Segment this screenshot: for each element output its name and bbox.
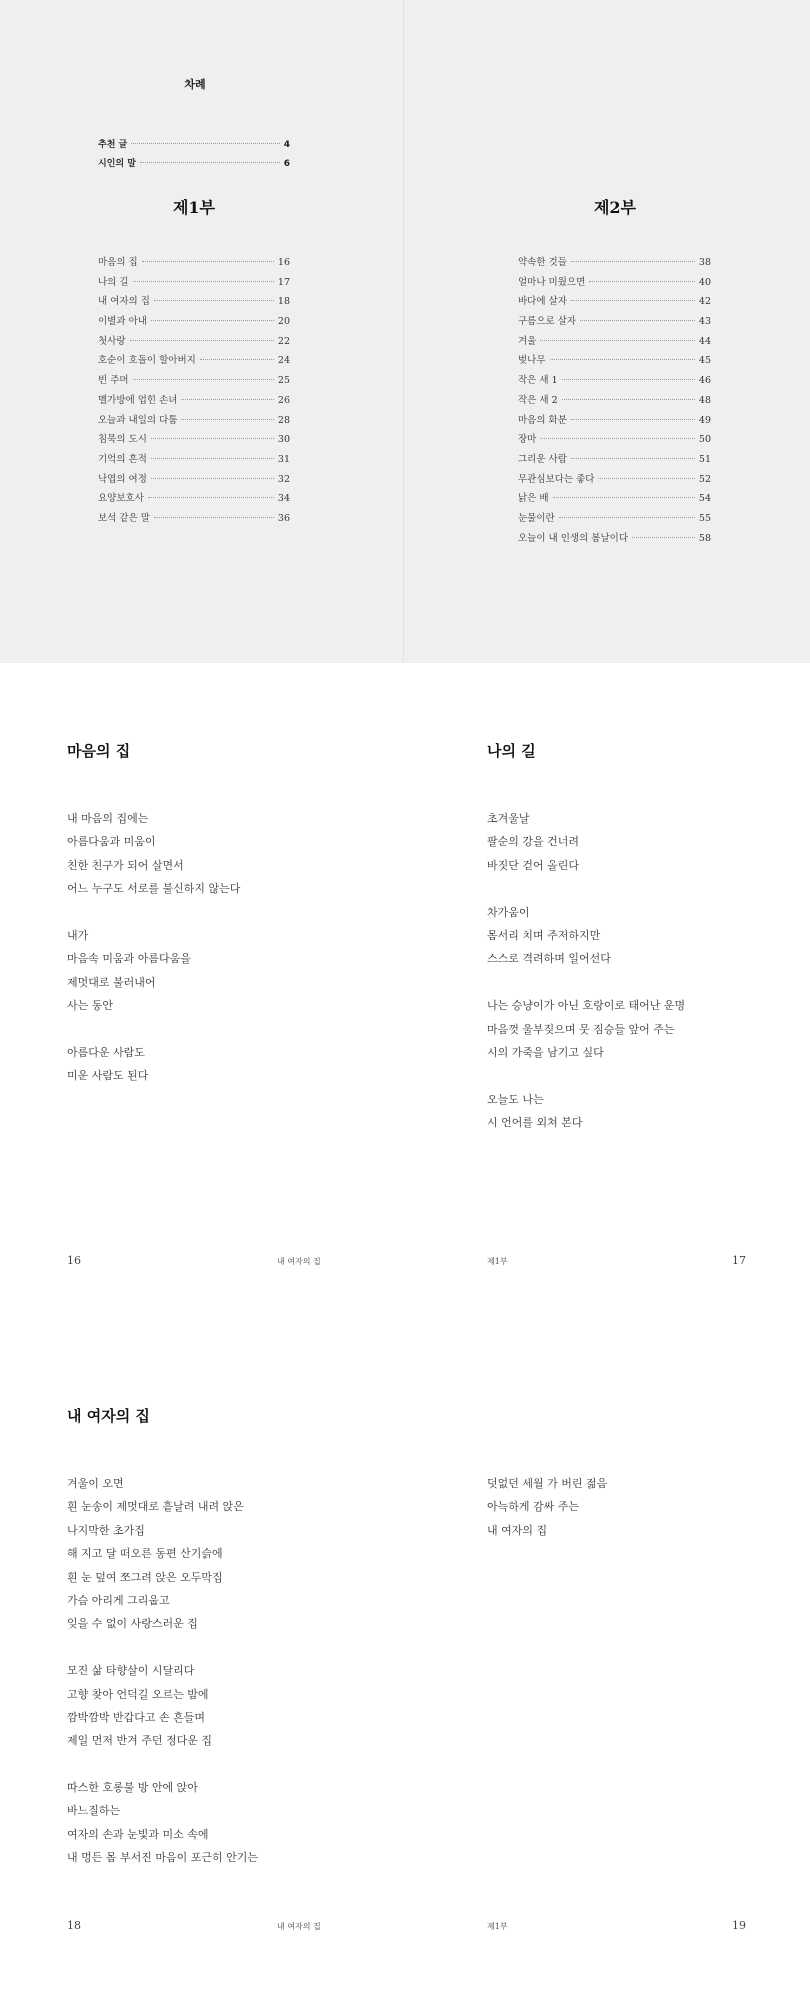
toc-entry[interactable] (98, 412, 290, 432)
dot-leader (550, 359, 695, 360)
toc-entry-title: 첫사랑 (98, 335, 126, 347)
toc-entry[interactable]: 추천 글 4 (98, 140, 290, 150)
dot-leader (540, 340, 695, 341)
dot-leader (559, 517, 695, 518)
running-head: 제1부 (487, 1257, 508, 1266)
stanza-break (487, 1067, 685, 1090)
dot-leader (540, 438, 695, 439)
part2-toc-list (518, 254, 711, 549)
toc-entry-page: 54 (698, 493, 711, 505)
toc-entry-title: 오늘이 내 인생의 봄날이다 (518, 532, 629, 544)
dot-leader (632, 537, 695, 538)
dot-leader (154, 517, 274, 518)
dot-leader (131, 143, 280, 144)
stanza-break (67, 1021, 240, 1044)
toc-entry[interactable] (518, 254, 711, 274)
toc-entry-page: 18 (277, 296, 290, 308)
toc-entry-page: 44 (698, 335, 711, 347)
toc-entry[interactable] (518, 333, 711, 353)
toc-entry[interactable] (98, 431, 290, 451)
dot-leader (571, 419, 695, 420)
toc-entry-title: 요양보호사 (98, 493, 144, 505)
toc-entry[interactable] (98, 510, 290, 530)
toc-entry-page: 32 (277, 473, 290, 485)
toc-entry[interactable] (98, 451, 290, 471)
poem-line: 마음속 미움과 아름다움을 (67, 952, 191, 966)
toc-entry-page: 46 (698, 375, 711, 387)
toc-entry[interactable] (98, 490, 290, 510)
poem-line: 잊을 수 없이 사랑스러운 집 (67, 1617, 198, 1631)
toc-entry-page: 45 (698, 355, 711, 367)
dot-leader (181, 419, 273, 420)
toc-entry-page: 30 (277, 434, 290, 446)
toc-entry[interactable] (518, 372, 711, 392)
poem-line: 나지막한 초가집 (67, 1523, 145, 1537)
poem-line: 시의 가죽을 남기고 싶다 (487, 1045, 604, 1059)
toc-entry-page: 38 (698, 257, 711, 268)
part2-title: 제2부 (593, 198, 637, 217)
dot-leader (130, 340, 274, 341)
toc-entry[interactable] (518, 471, 711, 491)
dot-leader (133, 281, 274, 282)
toc-entry[interactable] (98, 352, 290, 372)
toc-entry[interactable] (98, 372, 290, 392)
poem-line: 아름다운 사람도 (67, 1045, 145, 1059)
dot-leader (562, 399, 695, 400)
toc-entry-title: 작은 새 1 (518, 375, 558, 387)
poem-line: 제일 먼저 반겨 주던 정다운 집 (67, 1734, 212, 1748)
poem-line: 내 멍든 몸 부서진 마음이 포근히 안기는 (67, 1851, 258, 1865)
dot-leader (151, 458, 274, 459)
toc-entry-page: 42 (698, 296, 711, 308)
poem-line: 몸서리 치며 주저하지만 (487, 928, 601, 942)
toc-entry-title: 구름으로 살자 (518, 316, 577, 328)
dot-leader (562, 379, 695, 380)
toc-entry[interactable] (98, 274, 290, 294)
poem-line: 마음껏 울부짖으며 뭇 짐승들 앞어 주는 (487, 1022, 675, 1036)
poem-line: 제멋대로 불러내어 (67, 975, 156, 989)
toc-entry-title: 오늘과 내일의 다툼 (98, 414, 178, 426)
toc-entry-title: 약속한 것들 (518, 257, 567, 268)
stanza-break (487, 880, 685, 903)
toc-entry-title: 기억의 흔적 (98, 453, 147, 465)
toc-entry-title: 그리운 사람 (518, 453, 567, 465)
toc-entry-page: 34 (277, 493, 290, 505)
stanza-break (67, 1639, 258, 1662)
poem-line: 나는 승냥이가 아닌 호랑이로 태어난 운명 (487, 999, 686, 1013)
toc-entry[interactable] (518, 412, 711, 432)
toc-entry-page: 16 (277, 257, 290, 268)
toc-entry[interactable] (98, 392, 290, 412)
toc-entry[interactable] (98, 313, 290, 333)
poem-body (67, 810, 240, 1091)
poem-line: 아름다움과 미움이 (67, 835, 156, 849)
poem-line: 스스로 격려하며 일어선다 (487, 952, 611, 966)
poem-line: 여자의 손과 눈빛과 미소 속에 (67, 1827, 209, 1841)
toc-spread (0, 0, 810, 663)
stanza-break (487, 974, 685, 997)
toc-entry[interactable] (98, 293, 290, 313)
toc-entry-page: 40 (698, 276, 711, 288)
toc-entry[interactable] (518, 431, 711, 451)
poem-line: 바짓단 걷어 올린다 (487, 858, 580, 872)
toc-entry-title: 바다에 살자 (518, 296, 567, 308)
page-number: 17 (732, 1254, 746, 1267)
poem-line: 내 여자의 집 (487, 1523, 548, 1537)
toc-heading: 차례 (184, 78, 206, 91)
toc-entry[interactable] (98, 333, 290, 353)
toc-entry[interactable] (518, 392, 711, 412)
toc-entry-title: 빈 주머 (98, 375, 129, 387)
toc-entry-title: 무관심보다는 좋다 (518, 473, 595, 485)
toc-entry[interactable] (98, 254, 290, 274)
toc-entry-title: 호순이 호돌이 할아버지 (98, 355, 196, 367)
toc-entry-page: 48 (698, 394, 711, 406)
poem-line: 팔순의 강을 건너려 (487, 835, 580, 849)
toc-entry-title: 낡은 배 (518, 493, 549, 505)
page-number: 19 (732, 1919, 746, 1932)
front-matter-list (98, 137, 290, 175)
toc-entry-title: 보석 같은 말 (98, 512, 150, 524)
stanza-break (67, 904, 240, 927)
toc-entry[interactable] (518, 352, 711, 372)
dot-leader (571, 458, 695, 459)
toc-entry-page: 24 (277, 355, 290, 367)
toc-entry-title: 얼마나 미웠으면 (518, 276, 586, 288)
running-head: 내 여자의 집 (277, 1257, 321, 1266)
toc-entry[interactable] (98, 471, 290, 491)
toc-entry-page: 20 (277, 316, 290, 328)
poem-line: 해 지고 달 떠오른 동편 산기슭에 (67, 1547, 223, 1561)
toc-entry-page: 50 (698, 434, 711, 446)
dot-leader (140, 162, 280, 163)
poem-line: 흰 눈송이 제멋대로 흩날려 내려 앉은 (67, 1500, 244, 1514)
poem-title: 나의 길 (487, 742, 536, 760)
page-number: 16 (67, 1254, 81, 1267)
poem-line: 친한 친구가 되어 살면서 (67, 858, 184, 872)
toc-entry-title: 내 여자의 집 (98, 296, 150, 308)
toc-entry[interactable]: 시인의 말 6 (98, 159, 290, 169)
page-number: 18 (67, 1919, 81, 1932)
page-gutter (403, 0, 404, 663)
poem-line: 내 마음의 집에는 (67, 812, 149, 825)
running-head: 내 여자의 집 (277, 1922, 321, 1931)
toc-entry-title: 눈물이란 (518, 512, 555, 524)
dot-leader (571, 261, 695, 262)
poem-line: 겨울이 오면 (67, 1477, 124, 1490)
dot-leader (142, 261, 274, 262)
poem-line: 흰 눈 덮여 쪼그려 앉은 오두막집 (67, 1570, 223, 1584)
toc-entry-page: 52 (698, 473, 711, 485)
dot-leader (151, 438, 274, 439)
dot-leader (571, 300, 695, 301)
dot-leader (133, 379, 274, 380)
toc-entry-title: 겨울 (518, 335, 537, 347)
toc-entry-page: 25 (277, 375, 290, 387)
poem-line: 차가움이 (487, 905, 530, 919)
poem-line: 깜박깜박 반갑다고 손 흔들며 (67, 1710, 206, 1724)
poem-line: 가슴 아리게 그리웁고 (67, 1593, 170, 1607)
poem-title: 마음의 집 (67, 742, 131, 760)
poem-line: 아늑하게 감싸 주는 (487, 1500, 580, 1514)
dot-leader (151, 320, 274, 321)
toc-entry-title: 장마 (518, 434, 537, 446)
toc-entry[interactable] (518, 293, 711, 313)
poem-body (487, 810, 685, 1137)
toc-entry-title: 마음의 집 (98, 257, 138, 268)
poem-line: 바느질하는 (67, 1804, 121, 1818)
dot-leader (553, 497, 695, 498)
poem-line: 어느 누구도 서로를 불신하지 않는다 (67, 882, 241, 896)
toc-entry-page: 31 (277, 453, 290, 465)
toc-entry[interactable] (518, 530, 711, 550)
toc-entry-title: 멜가방에 업힌 손녀 (98, 394, 178, 406)
poem-line: 미운 사람도 된다 (67, 1069, 149, 1083)
toc-entry-page: 55 (698, 512, 711, 524)
running-head: 제1부 (487, 1922, 508, 1931)
toc-entry-title: 마음의 화분 (518, 414, 567, 426)
poem-body (487, 1475, 607, 1545)
poem-line: 고향 찾아 언덕길 오르는 밤에 (67, 1687, 209, 1701)
toc-entry[interactable] (518, 274, 711, 294)
poem-line: 시 언어를 외쳐 본다 (487, 1116, 583, 1130)
toc-entry-page: 43 (698, 316, 711, 328)
toc-entry-title: 작은 새 2 (518, 394, 558, 406)
poem-line: 모진 삶 타향살이 시달리다 (67, 1664, 195, 1678)
dot-leader (154, 300, 274, 301)
toc-entry-page: 51 (698, 453, 711, 465)
poem-title: 내 여자의 집 (67, 1407, 150, 1425)
toc-entry-page: 22 (277, 335, 290, 347)
toc-entry-page: 49 (698, 414, 711, 426)
part1-toc-list (98, 254, 290, 530)
toc-entry-page: 58 (698, 532, 711, 544)
dot-leader (580, 320, 695, 321)
dot-leader (151, 478, 274, 479)
poem-line: 사는 동안 (67, 999, 114, 1013)
poem-body (67, 1475, 258, 1873)
part1-title: 제1부 (172, 198, 216, 217)
poem-line: 오늘도 나는 (487, 1092, 544, 1106)
poem-line: 내가 (67, 928, 89, 942)
toc-entry[interactable] (518, 490, 711, 510)
dot-leader (598, 478, 694, 479)
toc-entry[interactable] (518, 451, 711, 471)
dot-leader (181, 399, 273, 400)
dot-leader (200, 359, 274, 360)
poem-line: 덧없던 세월 가 버린 젊음 (487, 1477, 608, 1490)
toc-entry-page: 17 (277, 276, 290, 288)
stanza-break (67, 1756, 258, 1779)
toc-entry[interactable] (518, 510, 711, 530)
toc-entry-page: 36 (277, 512, 290, 524)
dot-leader (148, 497, 274, 498)
toc-entry-title: 나의 길 (98, 276, 129, 288)
toc-entry-page: 28 (277, 414, 290, 426)
toc-entry-title: 낙엽의 여정 (98, 473, 147, 485)
poem-line: 초겨울날 (487, 812, 530, 825)
dot-leader (589, 281, 695, 282)
toc-entry-page: 26 (277, 394, 290, 406)
toc-entry-title: 이별과 아내 (98, 316, 147, 328)
poem-line: 따스한 호롱불 방 안에 앉아 (67, 1781, 198, 1795)
toc-entry[interactable] (518, 313, 711, 333)
toc-entry-title: 벚나무 (518, 355, 546, 367)
toc-entry-title: 침묵의 도시 (98, 434, 147, 446)
